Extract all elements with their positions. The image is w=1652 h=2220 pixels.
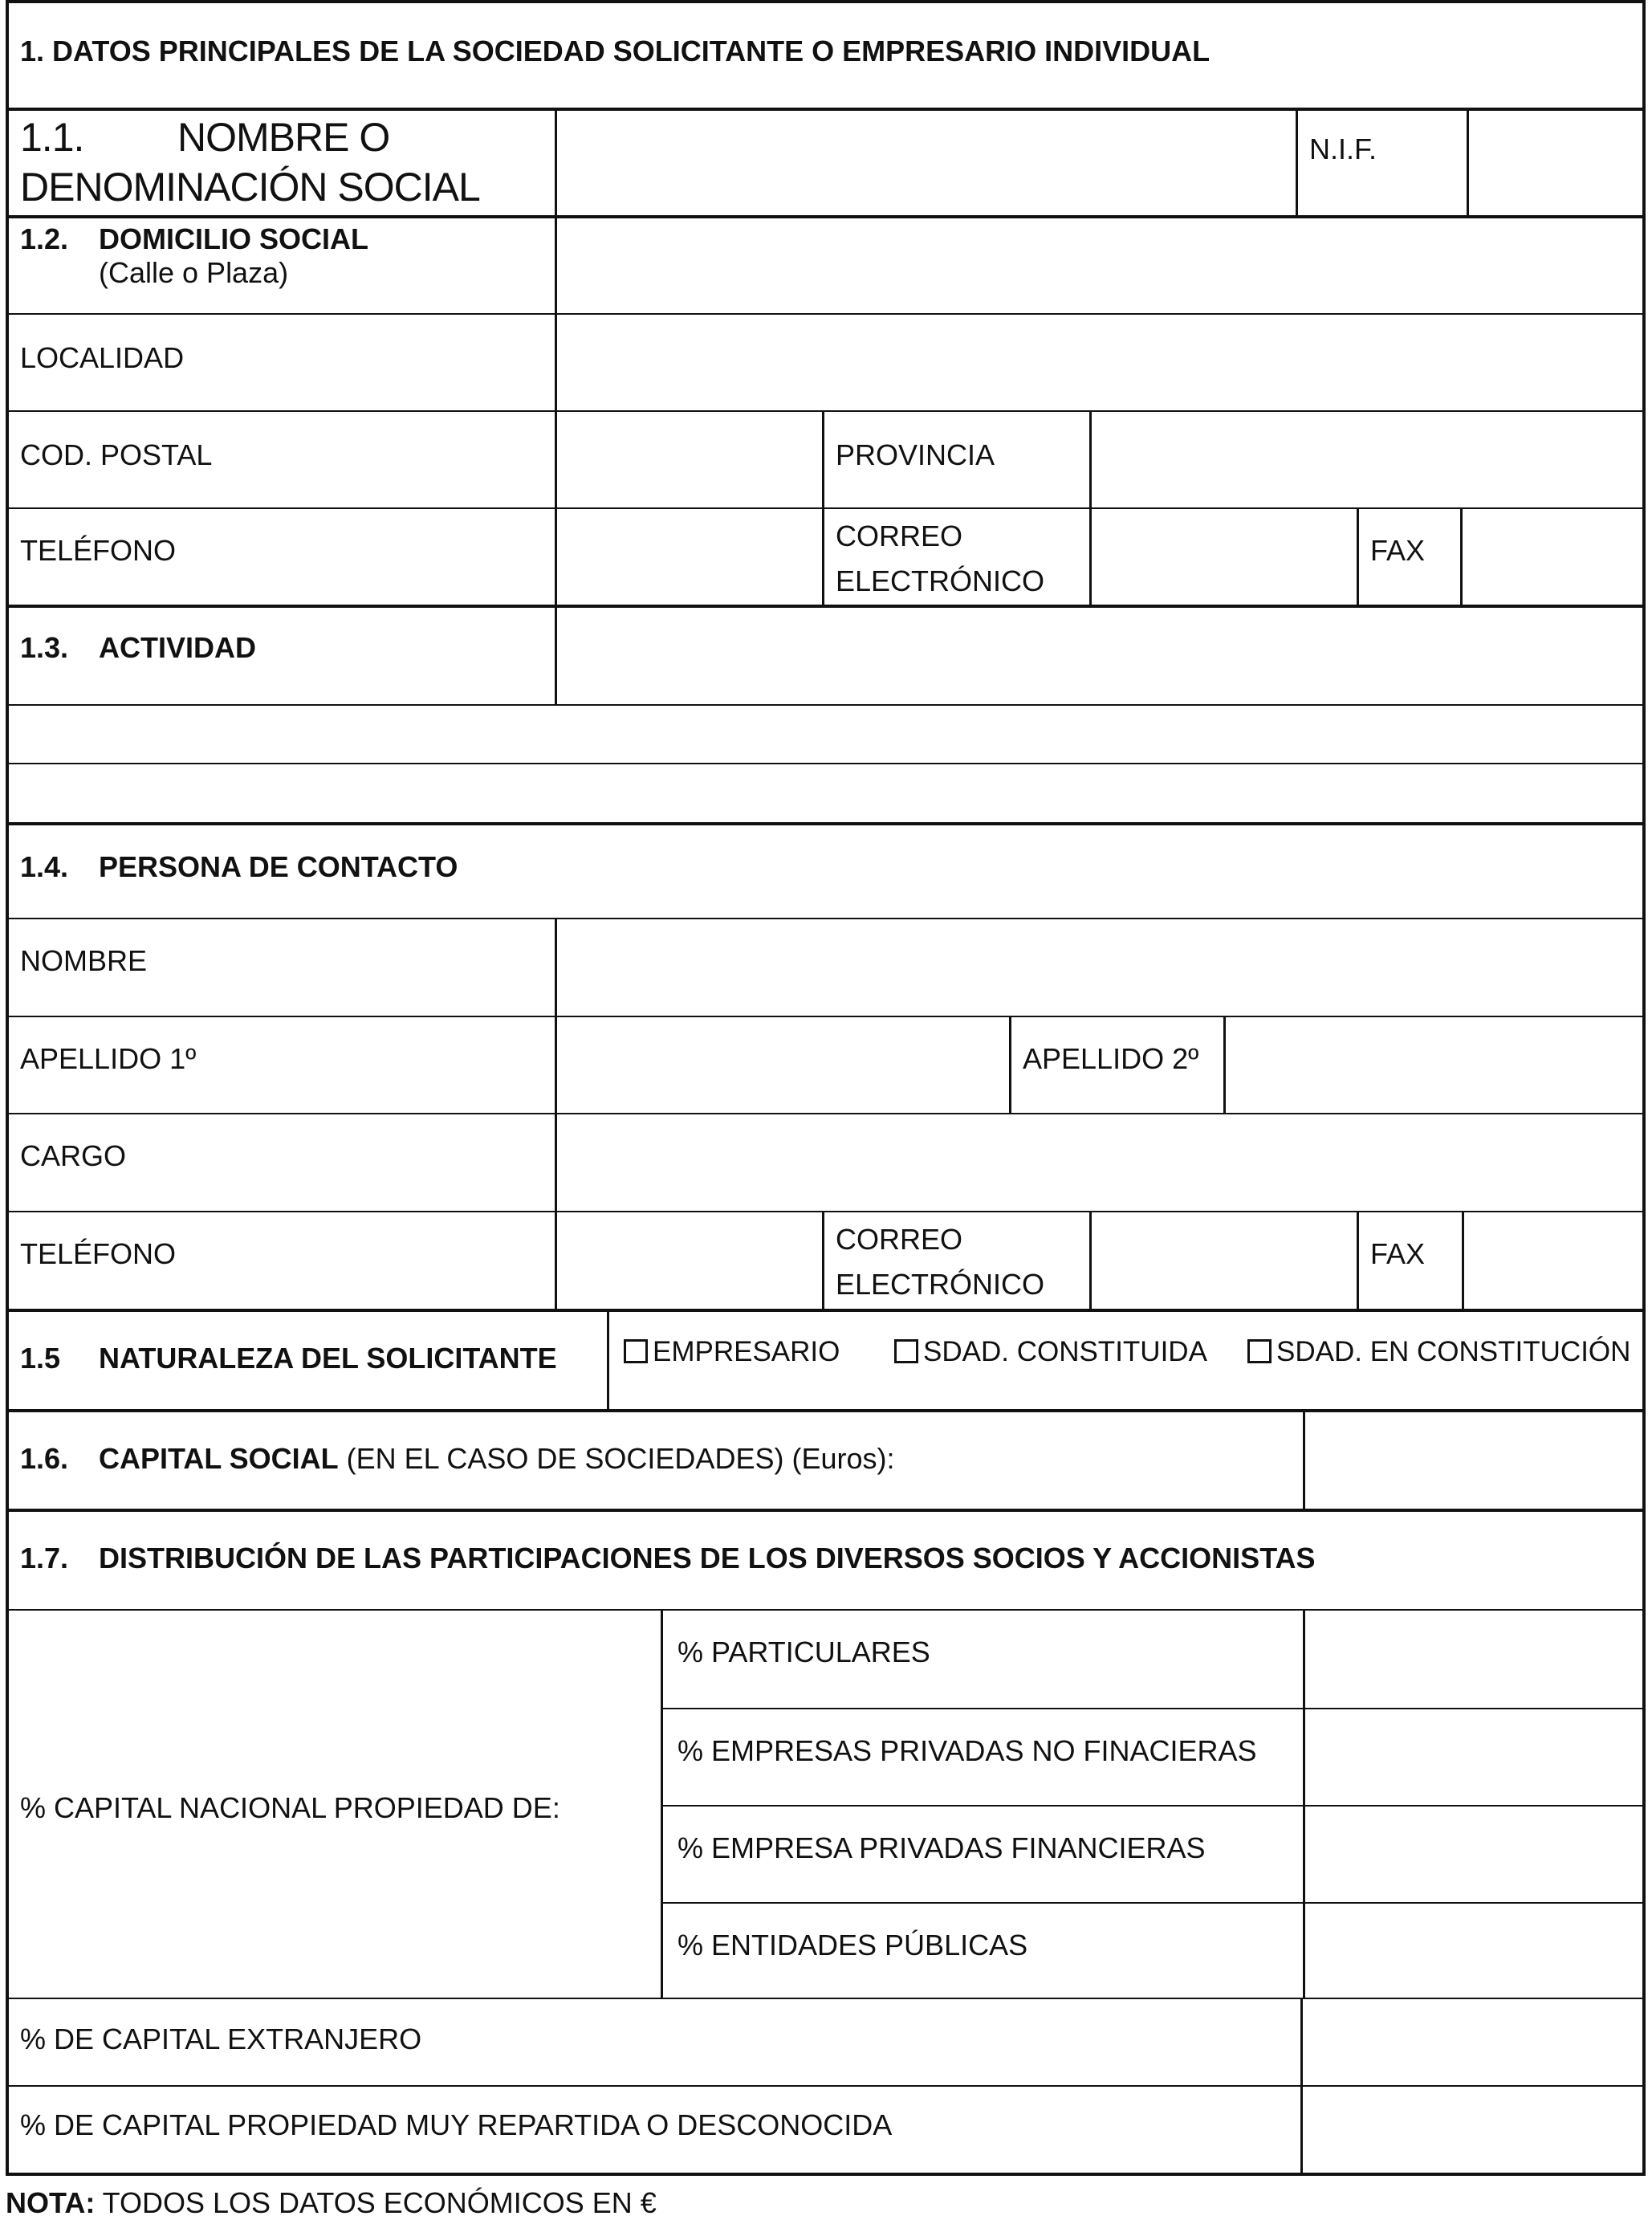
extranjero-field[interactable]	[1300, 1999, 1642, 2085]
apellido1-field[interactable]	[555, 1017, 1009, 1113]
sub-row	[663, 1611, 1642, 1708]
correo-line1: CORREO	[836, 1223, 963, 1256]
fax-label: FAX	[1370, 534, 1426, 567]
sub-row-label: % ENTIDADES PÚBLICAS	[677, 1929, 1028, 1961]
actividad-line-2[interactable]	[9, 704, 1642, 763]
fax-label-cell	[1357, 509, 1460, 605]
contacto-fax-field[interactable]	[1462, 1212, 1642, 1309]
label-line1: NOMBRE O	[177, 115, 390, 160]
note-text: TODOS LOS DATOS ECONÓMICOS EN €	[95, 2186, 657, 2219]
apellido2-field[interactable]	[1223, 1017, 1642, 1113]
repartida-field[interactable]	[1300, 2087, 1642, 2173]
domicilio-label	[20, 222, 368, 256]
domicilio-field[interactable]	[555, 218, 1642, 313]
capital-social-field[interactable]	[1303, 1412, 1642, 1509]
section-number: 1.3.	[20, 631, 69, 664]
naturaleza-title: NATURALEZA DEL SOLICITANTE	[99, 1342, 557, 1375]
sub-row	[663, 1708, 1642, 1805]
extranjero-label: % DE CAPITAL EXTRANJERO	[20, 2022, 422, 2055]
section-number: 1.2.	[20, 222, 69, 255]
capital-social-label	[20, 1441, 894, 1476]
checkbox-sdad-constituida[interactable]	[894, 1339, 918, 1363]
provincia-label: PROVINCIA	[836, 438, 995, 471]
row-cargo	[9, 1113, 1642, 1211]
correo-line2: ELECTRÓNICO	[836, 1268, 1045, 1301]
row-domicilio	[9, 215, 1642, 313]
row-extranjero	[9, 1998, 1642, 2085]
nif-field[interactable]	[1467, 111, 1642, 215]
nombre-social-field[interactable]	[555, 111, 1296, 215]
distribucion-title: DISTRIBUCIÓN DE LAS PARTICIPACIONES DE LOS DIVERSOS SOCIOS Y ACCIONISTAS	[99, 1542, 1316, 1574]
entidades-publicas-field[interactable]	[1303, 1904, 1642, 1999]
naturaleza-label	[20, 1341, 557, 1375]
contacto-title: PERSONA DE CONTACTO	[99, 850, 458, 883]
option-label: SDAD. EN CONSTITUCIÓN	[1276, 1336, 1631, 1367]
row-contacto-header	[9, 822, 1642, 918]
cod-postal-field[interactable]	[555, 412, 822, 507]
correo-line2: ELECTRÓNICO	[836, 564, 1045, 597]
provincia-label-cell	[822, 412, 1089, 507]
row-apellidos	[9, 1016, 1642, 1113]
label-line2: DENOMINACIÓN SOCIAL	[20, 165, 480, 210]
contacto-fax-label: FAX	[1370, 1237, 1426, 1270]
option-sdad-constituida[interactable]	[894, 1336, 1207, 1368]
localidad-label: LOCALIDAD	[20, 341, 185, 374]
correo-label	[836, 514, 1044, 604]
cargo-field[interactable]	[555, 1114, 1642, 1211]
section-number: 1.4.	[20, 850, 69, 883]
checkbox-empresario[interactable]	[624, 1339, 648, 1363]
row-distribucion-header	[9, 1509, 1642, 1609]
nif-label-cell	[1296, 111, 1467, 215]
correo-field[interactable]	[1089, 509, 1357, 605]
row-localidad	[9, 313, 1642, 410]
capital-social-note: (EN EL CASO DE SOCIEDADES) (Euros):	[338, 1442, 895, 1475]
section-number: 1.5	[20, 1342, 61, 1375]
apellido1-label: APELLIDO 1º	[20, 1042, 197, 1075]
row-repartida	[9, 2085, 1642, 2173]
empresas-financieras-field[interactable]	[1303, 1807, 1642, 1902]
contacto-label	[20, 849, 458, 884]
row-telefono	[9, 507, 1642, 605]
row-cod-postal	[9, 410, 1642, 507]
particulares-field[interactable]	[1303, 1611, 1642, 1708]
cargo-label: CARGO	[20, 1139, 127, 1172]
row-actividad	[9, 605, 1642, 704]
sub-row-label: % PARTICULARES	[677, 1635, 930, 1668]
provincia-field[interactable]	[1089, 412, 1642, 507]
checkbox-sdad-en-constitucion[interactable]	[1247, 1339, 1272, 1363]
correo-label-cell	[822, 509, 1089, 605]
application-form	[6, 0, 1646, 2176]
section-header	[9, 3, 1642, 108]
correo-line1: CORREO	[836, 519, 963, 552]
actividad-title: ACTIVIDAD	[99, 631, 256, 664]
localidad-field[interactable]	[555, 315, 1642, 410]
apellido2-label-cell	[1009, 1017, 1223, 1113]
row-contacto-nombre	[9, 918, 1642, 1016]
apellido2-label: APELLIDO 2º	[1023, 1042, 1199, 1075]
contacto-telefono-field[interactable]	[555, 1212, 822, 1309]
nombre-label: NOMBRE	[20, 944, 148, 977]
footer-note	[6, 2186, 657, 2220]
domicilio-title: DOMICILIO SOCIAL	[99, 222, 368, 255]
contacto-telefono-label: TELÉFONO	[20, 1237, 177, 1270]
note-label: NOTA:	[6, 2186, 96, 2219]
nacional-block	[9, 1609, 1642, 1998]
telefono-field[interactable]	[555, 509, 822, 605]
repartida-label: % DE CAPITAL PROPIEDAD MUY REPARTIDA O DESCONOCIDA	[20, 2108, 893, 2141]
capital-social-title: CAPITAL SOCIAL	[99, 1442, 339, 1475]
row-contacto-telefono	[9, 1211, 1642, 1309]
sub-row-label: % EMPRESA PRIVADAS FINANCIERAS	[677, 1831, 1206, 1864]
nif-label: N.I.F.	[1309, 132, 1377, 165]
nombre-social-label	[20, 112, 480, 212]
domicilio-sublabel: (Calle o Plaza)	[99, 256, 289, 289]
option-sdad-en-constitucion[interactable]	[1247, 1336, 1630, 1368]
option-label: EMPRESARIO	[653, 1336, 840, 1367]
section-number: 1.7.	[20, 1542, 69, 1574]
contacto-fax-label-cell	[1357, 1212, 1462, 1309]
contacto-correo-label-cell	[822, 1212, 1089, 1309]
row-nombre-social	[9, 108, 1642, 215]
empresas-no-financieras-field[interactable]	[1303, 1709, 1642, 1805]
naturaleza-options	[607, 1312, 1642, 1409]
fax-field[interactable]	[1460, 509, 1642, 605]
option-label: SDAD. CONSTITUIDA	[923, 1336, 1207, 1367]
actividad-field[interactable]	[555, 608, 1642, 704]
section-title: 1. DATOS PRINCIPALES DE LA SOCIEDAD SOLICITANTE O EMPRESARIO INDIVIDUAL	[20, 35, 1211, 67]
actividad-label	[20, 630, 256, 665]
cod-postal-label: COD. POSTAL	[20, 438, 213, 471]
distribucion-label	[20, 1541, 1316, 1575]
row-naturaleza	[9, 1309, 1642, 1409]
section-number: 1.6.	[20, 1442, 69, 1475]
actividad-line-3[interactable]	[9, 763, 1642, 822]
nacional-subtable	[661, 1611, 1642, 1998]
sub-row-label: % EMPRESAS PRIVADAS NO FINACIERAS	[677, 1734, 1257, 1767]
contacto-correo-label	[836, 1217, 1044, 1307]
row-capital-social	[9, 1409, 1642, 1509]
nombre-field[interactable]	[555, 919, 1642, 1016]
sub-row	[663, 1902, 1642, 1999]
telefono-label: TELÉFONO	[20, 534, 177, 567]
option-empresario[interactable]	[624, 1336, 840, 1368]
contacto-correo-field[interactable]	[1089, 1212, 1357, 1309]
section-number: 1.1.	[20, 115, 84, 160]
nacional-label: % CAPITAL NACIONAL PROPIEDAD DE:	[20, 1791, 560, 1824]
sub-row	[663, 1805, 1642, 1902]
